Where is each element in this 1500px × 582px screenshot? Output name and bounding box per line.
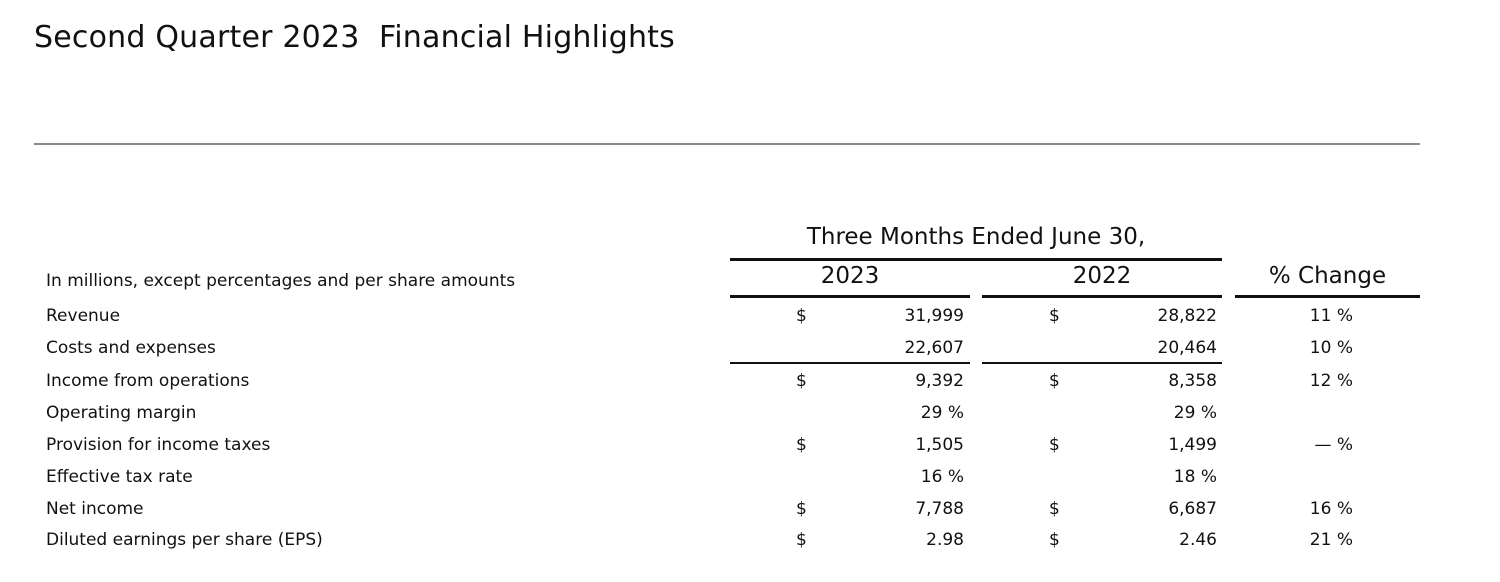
table-row [0, 300, 1500, 332]
currency-2023: $ [796, 530, 807, 550]
value-2022: 2.46 [1179, 530, 1217, 550]
value-change: 12 % [1309, 371, 1353, 391]
currency-2022: $ [1049, 499, 1060, 519]
currency-2023: $ [796, 306, 807, 326]
value-2022: 20,464 [1157, 338, 1217, 358]
currency-2022: $ [1049, 530, 1060, 550]
column-header-2022: 2022 [1072, 263, 1132, 289]
row-label: Effective tax rate [46, 467, 193, 487]
value-2023: 1,505 [915, 435, 964, 455]
value-2023: 29 % [920, 403, 964, 423]
column-header-2022-underline [982, 295, 1222, 298]
row-label: Costs and expenses [46, 338, 216, 358]
value-2022: 1,499 [1168, 435, 1217, 455]
value-change: 16 % [1309, 499, 1353, 519]
table-row [0, 524, 1500, 556]
table-row [0, 365, 1500, 397]
value-2022: 8,358 [1168, 371, 1217, 391]
value-change: 10 % [1309, 338, 1353, 358]
currency-2022: $ [1049, 371, 1060, 391]
value-2023: 22,607 [904, 338, 964, 358]
currency-2023: $ [796, 499, 807, 519]
period-header-underline [730, 258, 1222, 261]
table-row [0, 429, 1500, 461]
value-change: 11 % [1309, 306, 1353, 326]
row-label: Diluted earnings per share (EPS) [46, 530, 323, 550]
table-row [0, 397, 1500, 429]
value-2022: 28,822 [1157, 306, 1217, 326]
currency-2022: $ [1049, 435, 1060, 455]
value-2023: 7,788 [915, 499, 964, 519]
row-label: Income from operations [46, 371, 250, 391]
value-2022: 6,687 [1168, 499, 1217, 519]
column-header-2023: 2023 [820, 263, 880, 289]
value-2022: 18 % [1173, 467, 1217, 487]
value-2023: 16 % [920, 467, 964, 487]
value-change: 21 % [1309, 530, 1353, 550]
table-row [0, 493, 1500, 525]
value-2022: 29 % [1173, 403, 1217, 423]
value-2023: 2.98 [926, 530, 964, 550]
divider [34, 143, 1420, 145]
value-change: — % [1314, 435, 1353, 455]
page-title: Second Quarter 2023 Financial Highlights [34, 20, 675, 55]
row-label: Revenue [46, 306, 121, 326]
column-header-2023-underline [730, 295, 970, 298]
column-header-change-underline [1235, 295, 1420, 298]
table-subtitle: In millions, except percentages and per share amounts [46, 271, 516, 291]
table-row [0, 332, 1500, 364]
period-header: Three Months Ended June 30, [806, 224, 1146, 250]
value-2023: 9,392 [915, 371, 964, 391]
currency-2022: $ [1049, 306, 1060, 326]
table-row [0, 461, 1500, 493]
row-label: Net income [46, 499, 144, 519]
row-label: Operating margin [46, 403, 197, 423]
row-label: Provision for income taxes [46, 435, 271, 455]
value-2023: 31,999 [904, 306, 964, 326]
subtotal-rule-2023 [730, 362, 970, 364]
column-header-change: % Change [1268, 263, 1387, 289]
currency-2023: $ [796, 435, 807, 455]
currency-2023: $ [796, 371, 807, 391]
subtotal-rule-2022 [982, 362, 1222, 364]
